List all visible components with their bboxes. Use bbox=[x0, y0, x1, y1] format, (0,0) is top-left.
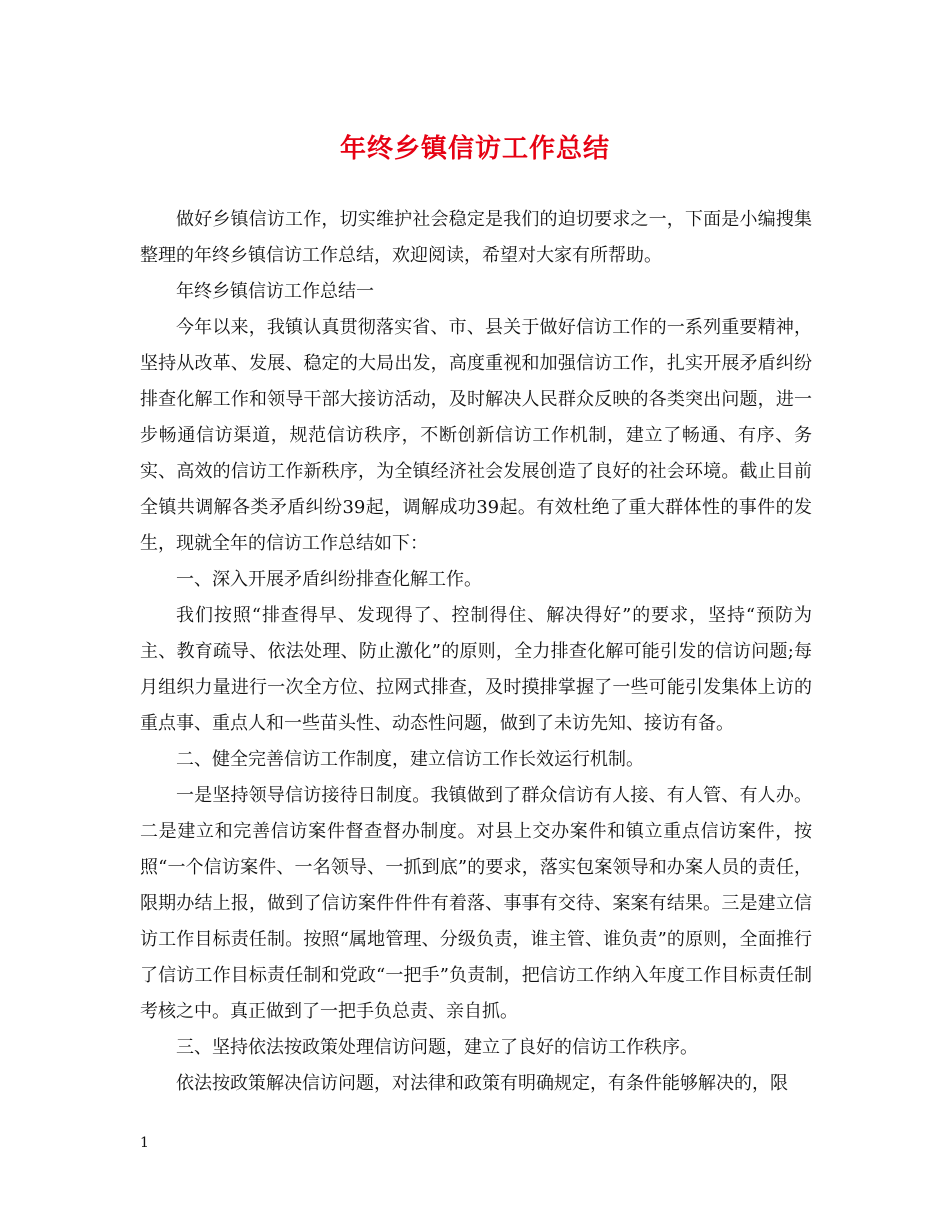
document-body bbox=[140, 202, 812, 1102]
page-number: 1 bbox=[140, 1135, 149, 1151]
paragraph-section-1: 我们按照“排查得早、发现得了、控制得住、解决得好”的要求，坚持“预防为主、教育疏导、依法处理、防止激化”的原则，全力排查化解可能引发的信访问题;每月组织力量进行一次全方位、拉网式排查，及时摸排掌握了一些可能引发集体上访的重点事、重点人和一些苗头性、动态性问题，做到了未访先知、接访有备。 bbox=[140, 605, 812, 734]
section-heading-3: 三、坚持依法按政策处理信访问题，建立了良好的信访工作秩序。 bbox=[176, 1037, 698, 1058]
section-heading-1: 一、深入开展矛盾纠纷排查化解工作。 bbox=[176, 569, 482, 590]
paragraph-section-2: 一是坚持领导信访接待日制度。我镇做到了群众信访有人接、有人管、有人办。二是建立和完善信访案件督查督办制度。对县上交办案件和镇立重点信访案件，按照“一个信访案件、一名领导、一抓到底”的要求，落实包案领导和办案人员的责任，限期办结上报，做到了信访案件件件有着落、事事有交待、案案有结果。三是建立信访工作目标责任制。按照“属地管理、分级负责，谁主管、谁负责”的原则，全面推行了信访工作目标责任制和党政“一把手”负责制，把信访工作纳入年度工作目标责任制考核之中。真正做到了一把手负总责、亲自抓。 bbox=[140, 785, 812, 1022]
paragraph-overview: 今年以来，我镇认真贯彻落实省、市、县关于做好信访工作的一系列重要精神，坚持从改革、发展、稳定的大局出发，高度重视和加强信访工作，扎实开展矛盾纠纷排查化解工作和领导干部大接访活动，及时解决人民群众反映的各类突出问题，进一步畅通信访渠道，规范信访秩序，不断创新信访工作机制，建立了畅通、有序、务实、高效的信访工作新秩序，为全镇经济社会发展创造了良好的社会环境。截止目前全镇共调解各类矛盾纠纷39起，调解成功39起。有效杜绝了重大群体性的事件的发生，现就全年的信访工作总结如下： bbox=[140, 317, 812, 554]
section-subtitle: 年终乡镇信访工作总结一 bbox=[176, 281, 374, 302]
section-heading-2: 二、健全完善信访工作制度，建立信访工作长效运行机制。 bbox=[176, 749, 644, 770]
paragraph-section-3: 依法按政策解决信访问题，对法律和政策有明确规定，有条件能够解决的，限 bbox=[176, 1073, 788, 1094]
paragraph-intro: 做好乡镇信访工作，切实维护社会稳定是我们的迫切要求之一，下面是小编搜集整理的年终乡镇信访工作总结，欢迎阅读，希望对大家有所帮助。 bbox=[140, 209, 812, 266]
document-title: 年终乡镇信访工作总结 bbox=[339, 134, 610, 164]
